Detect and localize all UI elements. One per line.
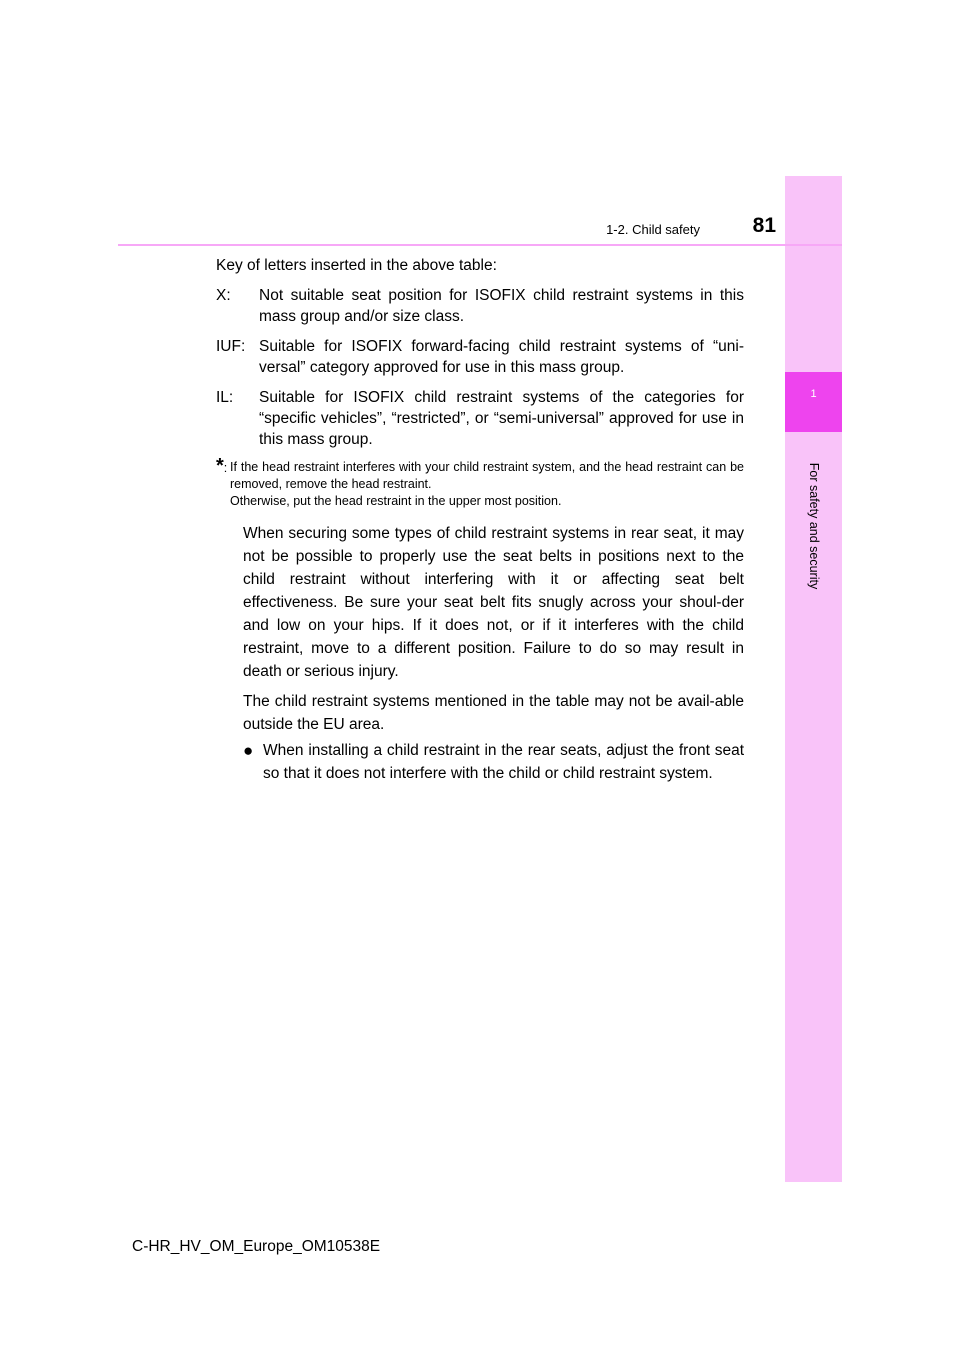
bullet-icon: ● bbox=[243, 741, 254, 760]
key-term: IUF: bbox=[216, 338, 246, 355]
key-term: IL: bbox=[216, 389, 234, 406]
page-content bbox=[216, 255, 744, 785]
key-description: Not suitable seat position for ISOFIX child restraint systems in this mass group and/or size class. bbox=[259, 287, 744, 325]
chapter-side-strip bbox=[785, 176, 842, 1182]
footnote-colon: : bbox=[223, 461, 228, 475]
key-term: X: bbox=[216, 287, 231, 304]
warning-paragraph: When securing some types of child restraint systems in rear seat, it may not be possible to properly use the seat belts in positions next to the child restraint without interfering with it or affecting seat belt effectiveness. Be sure your seat belt fits snugly across your shoul-der and low on your hips. If it does not, or if it interferes with the child restraint, move to a different position. Failure to do so may result in death or serious injury. bbox=[243, 525, 744, 680]
footnote bbox=[216, 455, 744, 510]
chapter-number: 1 bbox=[810, 388, 817, 400]
chapter-title: For safety and security bbox=[807, 462, 821, 590]
key-item-il bbox=[216, 387, 744, 450]
key-item-iuf bbox=[216, 336, 744, 378]
footnote-text-2: Otherwise, put the head restraint in the upper most position. bbox=[230, 494, 562, 508]
key-item-x bbox=[216, 285, 744, 327]
document-id: C-HR_HV_OM_Europe_OM10538E bbox=[132, 1238, 381, 1255]
availability-paragraph: The child restraint systems mentioned in the table may not be avail-able outside the EU area. bbox=[243, 693, 744, 733]
key-intro: Key of letters inserted in the above table: bbox=[216, 257, 497, 274]
bullet-text: When installing a child restraint in the rear seats, adjust the front seat so that it does not interfere with the child or child restraint system. bbox=[263, 742, 744, 782]
section-title: 1-2. Child safety bbox=[606, 222, 700, 237]
bullet-item bbox=[216, 739, 744, 785]
key-description: Suitable for ISOFIX forward-facing child restraint systems of “uni-versal” category approved for use in this mass group. bbox=[259, 338, 744, 376]
footnote-asterisk: * bbox=[216, 455, 224, 477]
header-rule bbox=[118, 244, 842, 246]
key-description: Suitable for ISOFIX child restraint systems of the categories for “specific vehicles”, “restricted”, or “semi-universal” approved for use in this mass group. bbox=[259, 389, 744, 448]
chapter-tab[interactable] bbox=[785, 372, 842, 432]
page-number: 81 bbox=[752, 214, 776, 237]
footnote-text: If the head restraint interferes with your child restraint system, and the head restraint can be removed, remove the head restraint. bbox=[230, 460, 744, 491]
